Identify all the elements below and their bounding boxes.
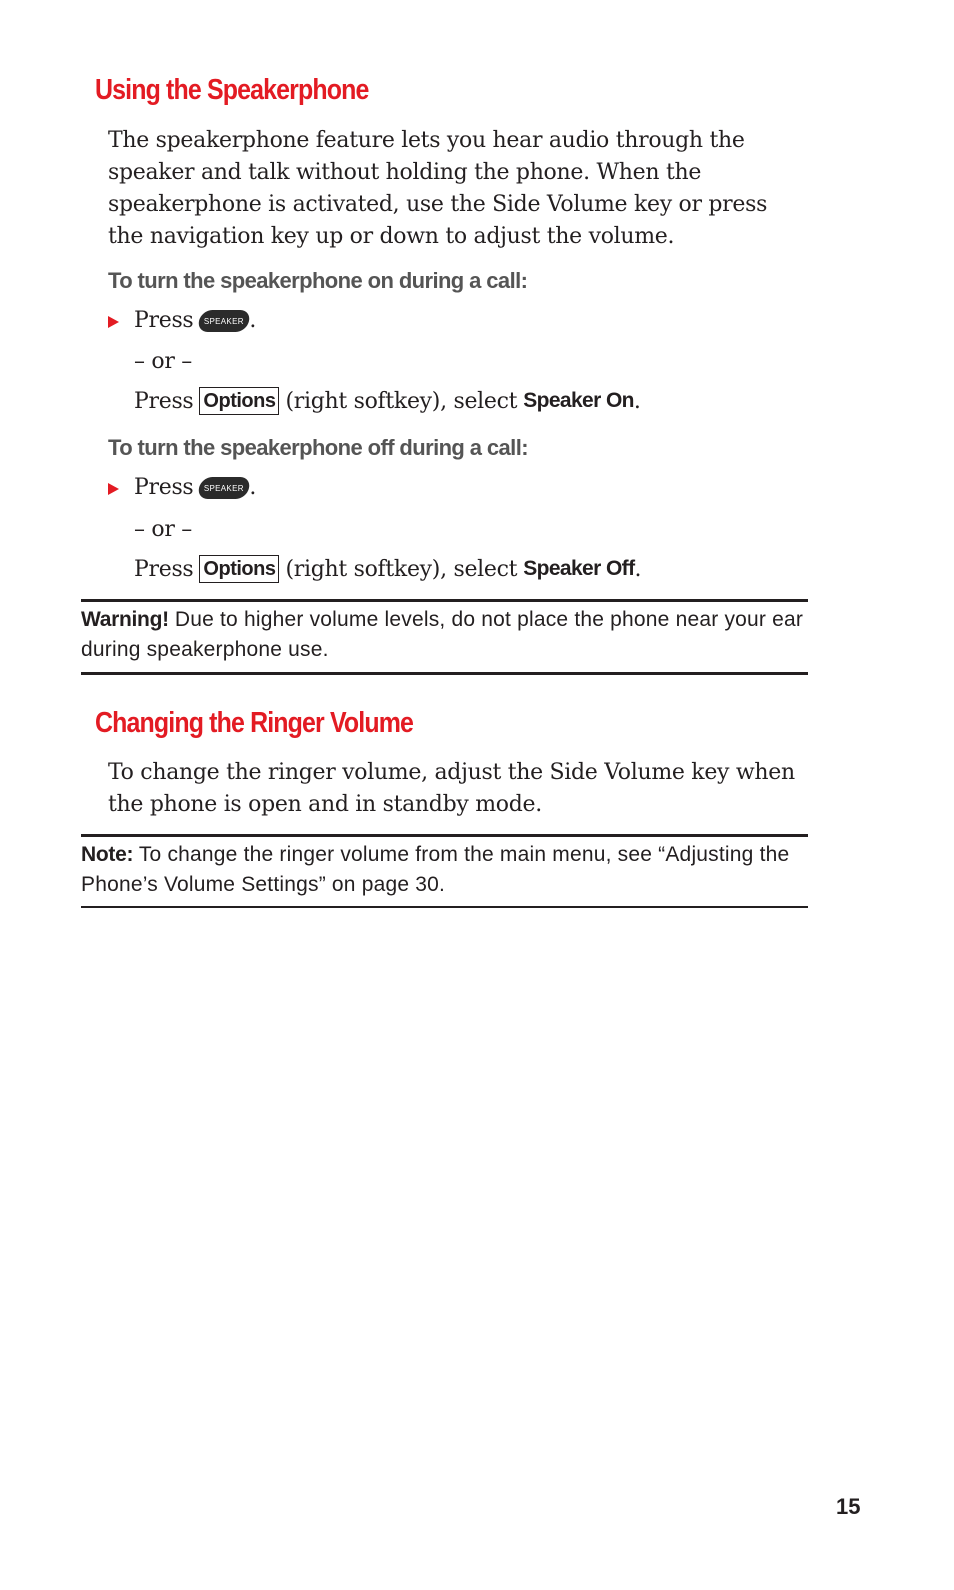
warning-bottom-rule	[81, 672, 808, 675]
speakerphone-intro: The speakerphone feature lets you hear audio through the speaker and talk without holding the phone. When the speakerphone is activated, use the Side Volume key or press the navigation key up or down to adjust the volume.	[108, 128, 768, 249]
warning-text: Due to higher volume levels, do not place the phone near your ear during speakerphone use.	[81, 608, 804, 661]
period-text: .	[634, 556, 642, 582]
speaker-key-icon: SPEAKER	[197, 477, 252, 499]
note-top-rule	[81, 834, 808, 837]
menu-selection-speaker-on: Speaker On	[523, 389, 634, 412]
or-separator: – or –	[134, 349, 192, 374]
press-text: Press	[134, 475, 194, 500]
period-text: .	[249, 475, 257, 500]
softkey-description: (right softkey), select	[285, 388, 518, 414]
ringer-volume-intro: To change the ringer volume, adjust the Side Volume key when the phone is open and in standby mode.	[108, 760, 795, 817]
turn-on-heading: To turn the speakerphone on during a call:	[108, 268, 528, 293]
turn-on-step-options	[134, 387, 641, 415]
menu-selection-speaker-off: Speaker Off	[523, 557, 635, 580]
press-text: Press	[134, 308, 194, 333]
period-text: .	[633, 388, 641, 414]
bullet-arrow-icon	[108, 483, 119, 495]
note-bottom-rule	[81, 906, 808, 908]
warning-label: Warning!	[81, 608, 169, 631]
or-separator: – or –	[134, 517, 192, 542]
section-title-ringer-volume: Changing the Ringer Volume	[95, 707, 414, 739]
warning-box	[81, 605, 808, 665]
speaker-key-icon: SPEAKER	[197, 310, 252, 332]
turn-off-heading: To turn the speakerphone off during a call:	[108, 435, 528, 460]
options-softkey: Options	[199, 555, 279, 583]
note-box	[81, 840, 808, 900]
warning-top-rule	[81, 599, 808, 602]
page-number: 15	[836, 1494, 861, 1519]
note-label: Note:	[81, 843, 134, 866]
period-text: .	[249, 308, 257, 333]
press-text: Press	[134, 388, 194, 414]
turn-off-step-options	[134, 555, 641, 583]
turn-on-step-press	[134, 308, 256, 333]
options-softkey: Options	[199, 387, 279, 415]
press-text: Press	[134, 556, 194, 582]
bullet-arrow-icon	[108, 316, 119, 328]
softkey-description: (right softkey), select	[285, 556, 518, 582]
section-title-speakerphone: Using the Speakerphone	[95, 74, 369, 106]
note-text: To change the ringer volume from the main menu, see “Adjusting the Phone’s Volume Settings” on page 30.	[81, 843, 790, 896]
turn-off-step-press	[134, 475, 256, 500]
